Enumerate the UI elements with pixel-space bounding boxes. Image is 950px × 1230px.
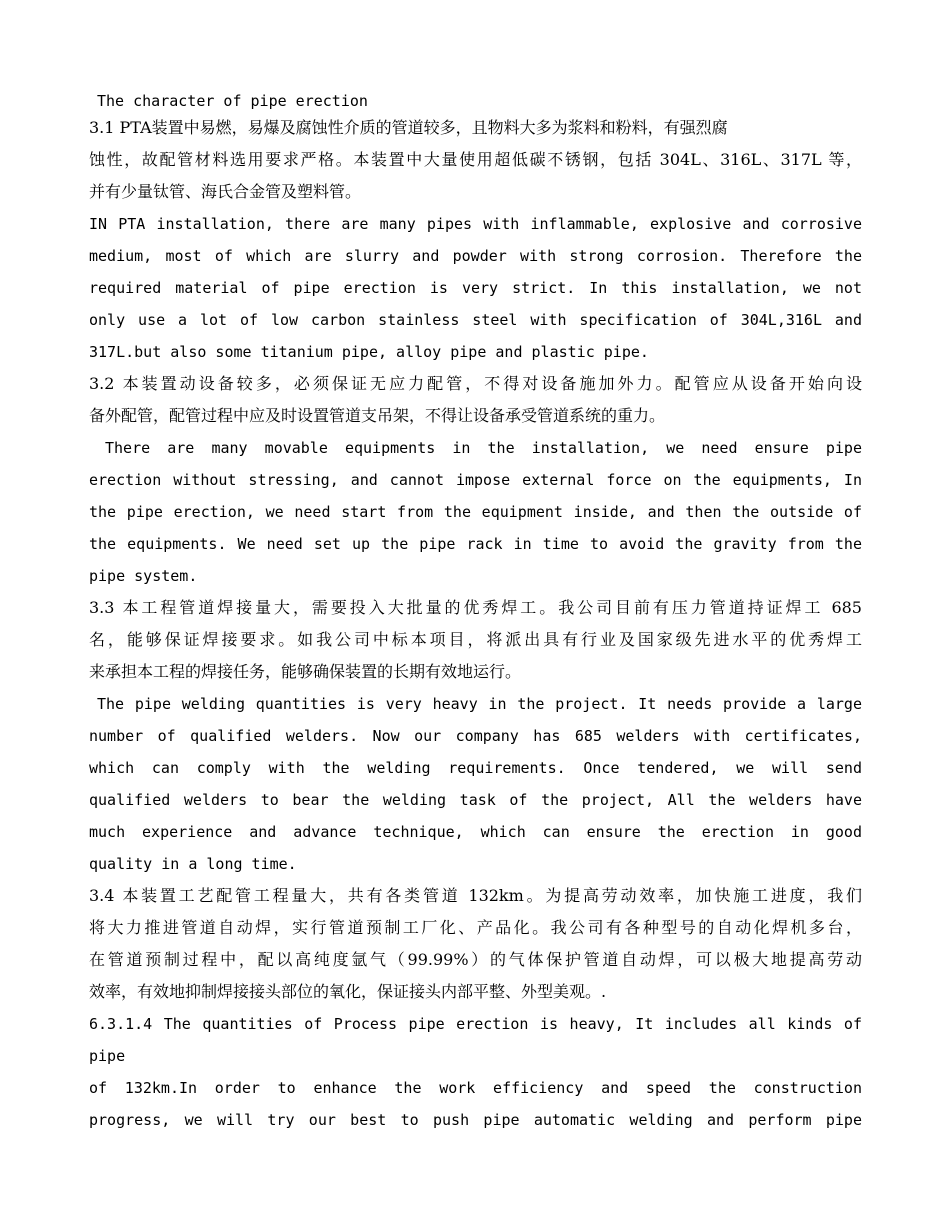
cn-line: 在管道预制过程中，配以高纯度氩气（99.99%）的气体保护管道自动焊，可以极大地提高劳动 [89, 950, 862, 969]
en-line: progress, we will try our best to push pipe automatic welding and perform pipe [89, 1111, 862, 1129]
en-line: much experience and advance technique, which can ensure the erection in good [89, 823, 862, 841]
en-line: erection without stressing, and cannot impose external force on the equipments, In [89, 471, 862, 489]
cn-line: 备外配管，配管过程中应及时设置管道支吊架，不得让设备承受管道系统的重力。 [89, 406, 666, 425]
section-3-1 [89, 112, 862, 368]
en-line: of 132km.In order to enhance the work efficiency and speed the construction [89, 1079, 862, 1097]
cn-line: 并有少量钛管、海氏合金管及塑料管。 [89, 182, 362, 201]
en-line: The pipe welding quantities is very heavy in the project. It needs provide a large [97, 695, 862, 713]
en-line: quality in a long time. [89, 855, 297, 873]
en-line: number of qualified welders. Now our company has 685 welders with certificates, [89, 727, 862, 745]
en-line: which can comply with the welding requirements. Once tendered, we will send [89, 759, 862, 777]
en-line: 6.3.1.4 The quantities of Process pipe erection is heavy, It includes all kinds of [89, 1015, 862, 1033]
document-page [89, 90, 862, 1136]
en-line: pipe system. [89, 567, 198, 585]
section-3-4 [89, 880, 862, 1136]
cn-line: 名，能够保证焊接要求。如我公司中标本项目，将派出具有行业及国家级先进水平的优秀焊工 [89, 630, 862, 649]
en-line: required material of pipe erection is very strict. In this installation, we not [89, 279, 862, 297]
en-line: medium, most of which are slurry and powder with strong corrosion. Therefore the [89, 247, 862, 265]
en-line: qualified welders to bear the welding task of the project, All the welders have [89, 791, 862, 809]
section-heading: The character of pipe erection [97, 92, 368, 110]
section-3-2 [89, 368, 862, 592]
cn-line: 3.2 本装置动设备较多，必须保证无应力配管，不得对设备施加外力。配管应从设备开始向设 [89, 374, 862, 393]
en-line: only use a lot of low carbon stainless steel with specification of 304L,316L and [89, 311, 862, 329]
en-line: the equipments. We need set up the pipe rack in time to avoid the gravity from the [89, 535, 862, 553]
en-line: IN PTA installation, there are many pipes with inflammable, explosive and corrosive [89, 215, 862, 233]
en-line: the pipe erection, we need start from the equipment inside, and then the outside of [89, 503, 862, 521]
cn-line: 蚀性，故配管材料选用要求严格。本装置中大量使用超低碳不锈钢，包括 304L、316L、317L 等， [89, 150, 862, 169]
cn-line: 3.1 PTA装置中易燃，易爆及腐蚀性介质的管道较多，且物料大多为浆料和粉料，有强烈腐 [89, 118, 728, 137]
cn-line: 3.4 本装置工艺配管工程量大，共有各类管道 132km。为提高劳动效率，加快施工进度，我们 [89, 886, 862, 905]
cn-line: 来承担本工程的焊接任务，能够确保装置的长期有效地运行。 [89, 662, 522, 681]
cn-line: 效率，有效地抑制焊接接头部位的氧化，保证接头内部平整、外型美观。. [89, 982, 607, 1001]
cn-line: 将大力推进管道自动焊，实行管道预制工厂化、产品化。我公司有各种型号的自动化焊机多台， [89, 918, 862, 937]
cn-line: 3.3 本工程管道焊接量大，需要投入大批量的优秀焊工。我公司目前有压力管道持证焊工 685 [89, 598, 862, 617]
en-line: pipe [89, 1047, 126, 1065]
en-line: There are many movable equipments in the installation, we need ensure pipe [105, 439, 862, 457]
section-3-3 [89, 592, 862, 880]
en-line: 317L.but also some titanium pipe, alloy pipe and plastic pipe. [89, 343, 649, 361]
